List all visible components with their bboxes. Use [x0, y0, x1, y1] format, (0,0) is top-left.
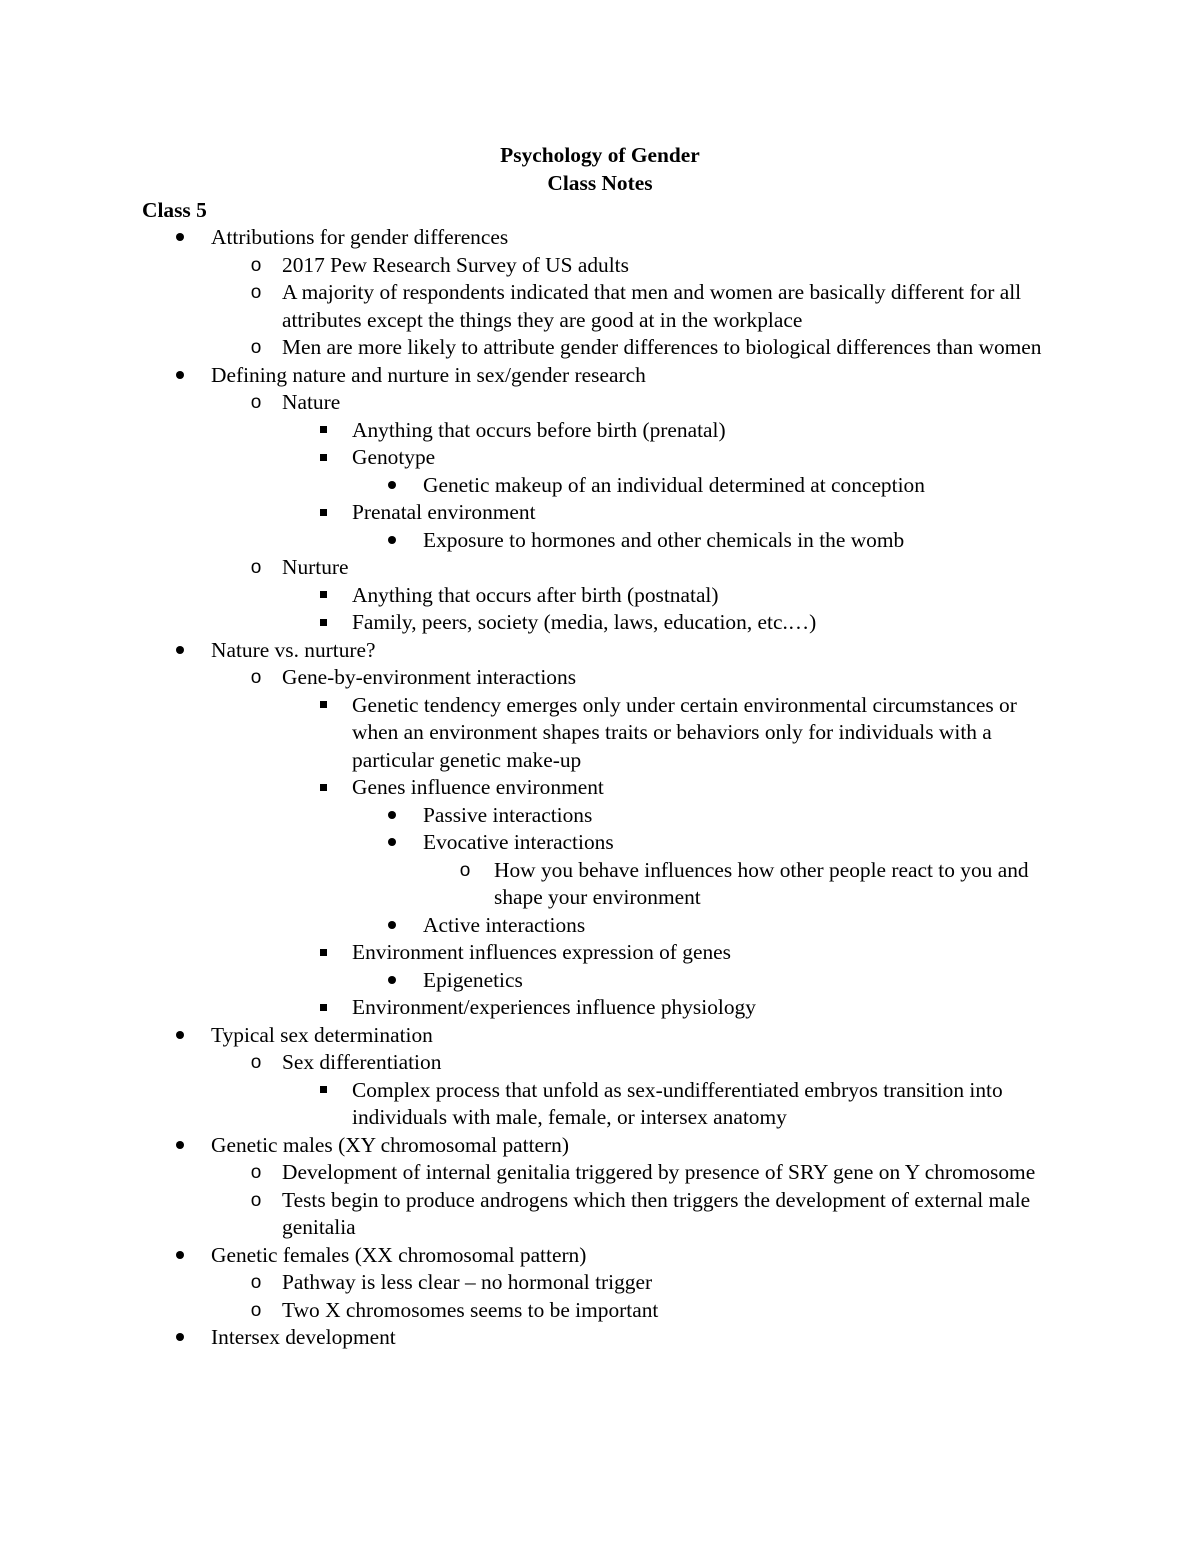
outline-item-level-2: [0, 1187, 1200, 1242]
outline-item-text: 2017 Pew Research Survey of US adults: [282, 252, 629, 277]
outline-item-level-3: [0, 774, 1200, 802]
outline-item-level-4: [0, 829, 1200, 857]
outline-item-level-3: [0, 444, 1200, 472]
bullet-o-icon: o: [250, 1272, 262, 1293]
outline-item-level-2: [0, 252, 1200, 280]
outline-item-level-2: [0, 334, 1200, 362]
outline-item-text: Epigenetics: [423, 967, 523, 992]
outline-item-level-4: [0, 472, 1200, 500]
bullet-square-icon: [311, 692, 335, 720]
outline-item-text: Attributions for gender differences: [211, 225, 509, 249]
outline-item-text: Genetic females (XX chromosomal pattern): [211, 1242, 587, 1267]
bullet-disc-icon: [380, 472, 404, 500]
outline-item-text: How you behave influences how other people react to you and shape your environment: [494, 857, 1029, 909]
outline-item-text: Genes influence environment: [352, 775, 604, 799]
outline-item-text: Anything that occurs before birth (prenatal): [352, 417, 726, 442]
bullet-disc-icon: [168, 1242, 192, 1270]
bullet-disc-icon: [380, 912, 404, 940]
outline-item-text: Pathway is less clear – no hormonal trigger: [282, 1270, 653, 1294]
outline-item-level-2: [0, 664, 1200, 692]
outline-item-text: Anything that occurs after birth (postnatal): [352, 582, 719, 607]
outline-item-level-1: [0, 1324, 1200, 1352]
outline-item-level-3: [0, 994, 1200, 1022]
outline-item-level-2: [0, 1269, 1200, 1297]
outline-item-text: A majority of respondents indicated that men and women are basically different for all attributes except the things they are good at in the workplace: [282, 280, 1022, 332]
outline-item-level-3: [0, 582, 1200, 610]
bullet-o-icon: o: [250, 1189, 262, 1211]
bullet-o-icon: o: [250, 392, 262, 413]
class-heading: Class 5: [142, 198, 207, 222]
outline-item-text: Exposure to hormones and other chemicals in the womb: [423, 527, 905, 552]
outline-item-text: Nature: [282, 390, 341, 414]
outline-item-text: Environment/experiences influence physiology: [352, 995, 756, 1019]
outline-item-text: Nurture: [282, 555, 349, 579]
outline-item-level-5: [0, 857, 1200, 912]
bullet-o-icon: o: [250, 1299, 262, 1321]
outline-item-level-2: [0, 1049, 1200, 1077]
outline-item-text: Active interactions: [423, 912, 586, 937]
outline-item-level-3: [0, 1077, 1200, 1132]
outline-item-text: Genotype: [352, 445, 436, 469]
outline-item-level-4: [0, 802, 1200, 830]
outline-item-text: Development of internal genitalia triggered by presence of SRY gene on Y chromosome: [282, 1160, 1036, 1184]
bullet-square-icon: [311, 417, 335, 445]
bullet-o-icon: o: [250, 282, 262, 303]
bullet-square-icon: [311, 582, 335, 610]
bullet-square-icon: [311, 939, 335, 967]
outline-item-text: Nature vs. nurture?: [211, 637, 376, 662]
bullet-square-icon: [311, 444, 335, 472]
outline-item-level-1: [0, 362, 1200, 390]
bullet-disc-icon: [168, 637, 192, 665]
bullet-disc-icon: [168, 1022, 192, 1050]
outline-item-text: Passive interactions: [423, 802, 593, 827]
outline-item-text: Defining nature and nurture in sex/gender research: [211, 362, 646, 387]
outline-item-text: Two X chromosomes seems to be important: [282, 1297, 659, 1322]
outline-item-level-2: [0, 554, 1200, 582]
document-title: Psychology of Gender: [500, 143, 700, 167]
bullet-square-icon: [311, 609, 335, 637]
bullet-square-icon: [311, 774, 335, 802]
outline-item-text: Environment influences expression of genes: [352, 940, 731, 964]
title-block: [0, 142, 1200, 197]
bullet-disc-icon: [168, 362, 192, 390]
bullet-o-icon: o: [250, 254, 262, 276]
outline-item-level-3: [0, 609, 1200, 637]
bullet-square-icon: [311, 1077, 335, 1105]
outline-item-level-4: [0, 527, 1200, 555]
outline-item-level-2: [0, 1297, 1200, 1325]
bullet-o-icon: o: [250, 1052, 262, 1073]
bullet-o-icon: o: [250, 557, 262, 578]
outline-item-text: Genetic makeup of an individual determined at conception: [423, 472, 925, 497]
outline-item-text: Typical sex determination: [211, 1022, 433, 1047]
outline-item-level-3: [0, 692, 1200, 775]
bullet-disc-icon: [168, 224, 192, 252]
bullet-o-icon: o: [250, 667, 262, 688]
bullet-disc-icon: [168, 1324, 192, 1352]
outline-item-text: Gene-by-environment interactions: [282, 665, 577, 689]
outline-item-text: Family, peers, society (media, laws, education, etc.…): [352, 610, 817, 634]
document-subtitle: Class Notes: [547, 170, 653, 195]
outline-item-level-4: [0, 912, 1200, 940]
outline-item-text: Intersex development: [211, 1325, 396, 1349]
bullet-disc-icon: [380, 527, 404, 555]
outline-item-level-1: [0, 637, 1200, 665]
outline-item-text: Genetic tendency emerges only under certain environmental circumstances or when an environment shapes traits or behaviors only for individuals with a particular genetic make-up: [352, 692, 1017, 772]
outline-item-level-1: [0, 1242, 1200, 1270]
outline-item-level-1: [0, 1022, 1200, 1050]
outline-item-level-2: [0, 389, 1200, 417]
outline-item-text: Sex differentiation: [282, 1050, 442, 1074]
outline-item-level-2: [0, 279, 1200, 334]
outline-item-level-1: [0, 224, 1200, 252]
outline-item-text: Complex process that unfold as sex-undifferentiated embryos transition into individuals with male, female, or intersex anatomy: [352, 1077, 1003, 1129]
outline-item-text: Genetic males (XY chromosomal pattern): [211, 1132, 569, 1157]
notes-list: [0, 224, 1200, 1352]
bullet-disc-icon: [168, 1132, 192, 1160]
outline-item-text: Men are more likely to attribute gender differences to biological differences than women: [282, 335, 1042, 359]
outline-item-level-3: [0, 939, 1200, 967]
outline-item-text: Prenatal environment: [352, 500, 536, 524]
outline-item-level-1: [0, 1132, 1200, 1160]
outline-item-level-3: [0, 417, 1200, 445]
outline-item-level-4: [0, 967, 1200, 995]
bullet-square-icon: [311, 499, 335, 527]
bullet-disc-icon: [380, 967, 404, 995]
outline-item-level-3: [0, 499, 1200, 527]
bullet-disc-icon: [380, 829, 404, 857]
outline-item-text: Evocative interactions: [423, 830, 614, 854]
bullet-square-icon: [311, 994, 335, 1022]
bullet-o-icon: o: [250, 1162, 262, 1183]
outline-item-level-2: [0, 1159, 1200, 1187]
bullet-disc-icon: [380, 802, 404, 830]
bullet-o-icon: o: [250, 337, 262, 358]
outline-item-text: Tests begin to produce androgens which then triggers the development of external male genitalia: [282, 1187, 1031, 1239]
bullet-o-icon: o: [459, 859, 471, 881]
